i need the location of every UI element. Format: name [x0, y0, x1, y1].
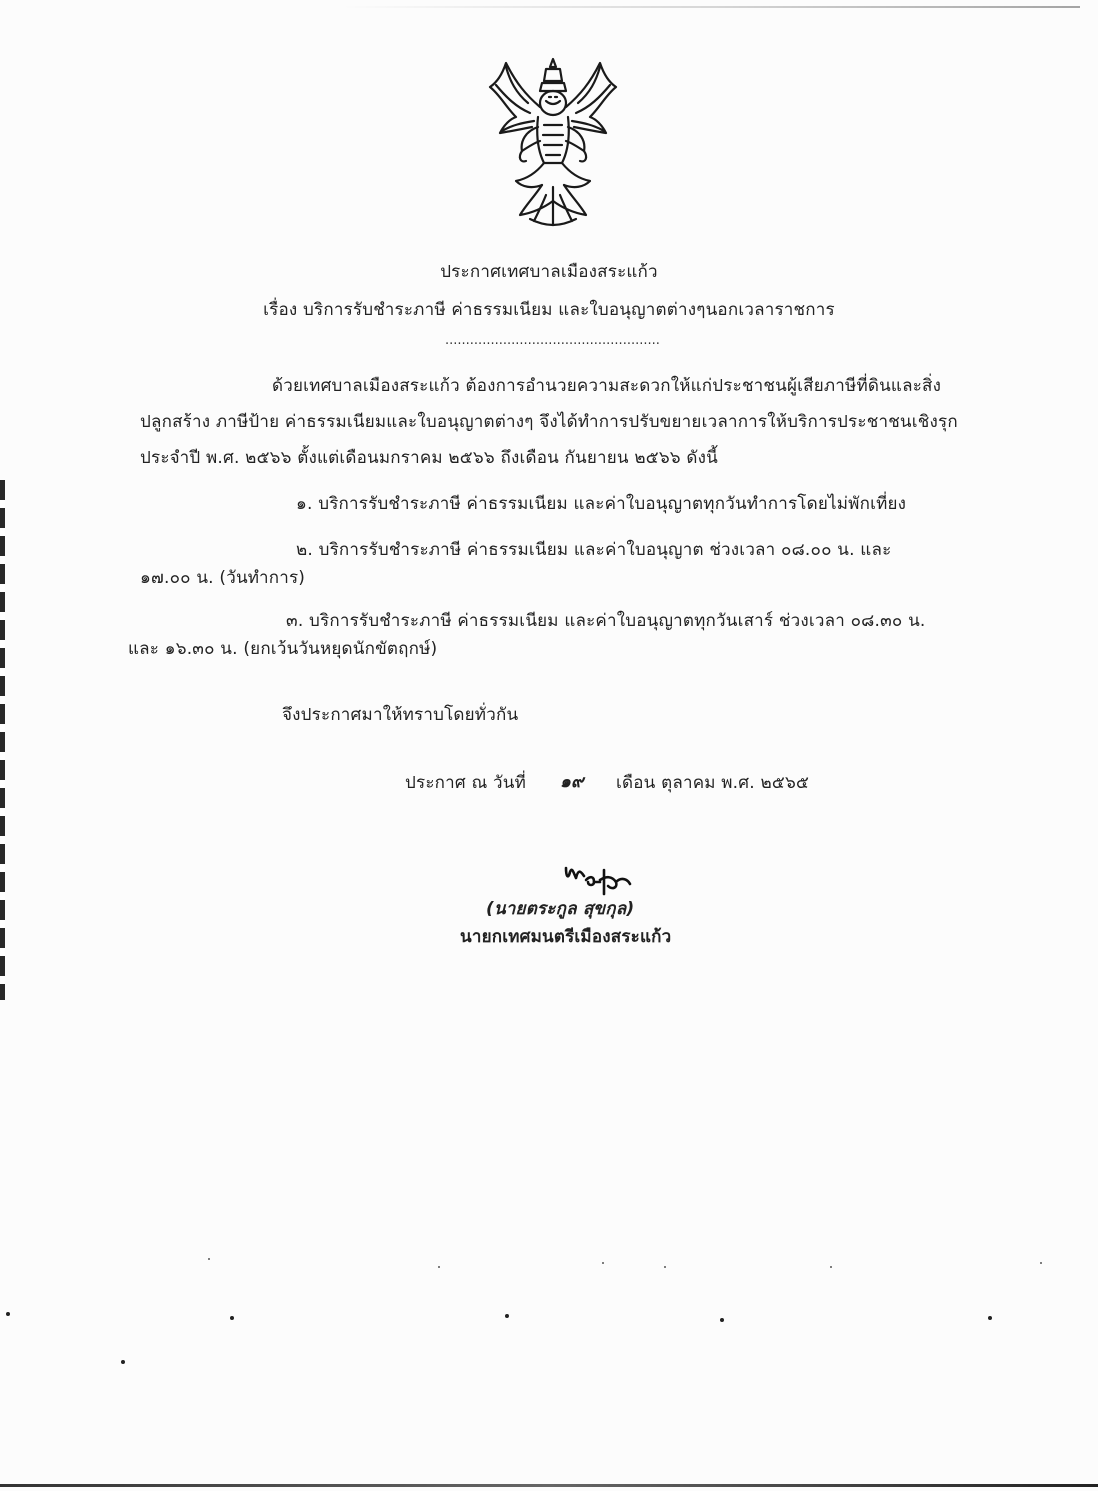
scan-speck: [121, 1360, 125, 1364]
service-item-3-line-1: ๓. บริการรับชำระภาษี ค่าธรรมเนียม และค่าใบอนุญาตทุกวันเสาร์ ช่วงเวลา ๐๘.๓๐ น.: [286, 611, 926, 631]
scan-bottom-artifact: [0, 1484, 1098, 1487]
scan-left-edge-artifact: [0, 480, 5, 1000]
service-item-2-line-1: ๒. บริการรับชำระภาษี ค่าธรรมเนียม และค่าใบอนุญาต ช่วงเวลา ๐๘.๐๐ น. และ: [296, 540, 892, 560]
scan-speck: [230, 1316, 234, 1320]
scan-speck: [988, 1316, 992, 1320]
date-day: ๑๙: [560, 772, 584, 792]
service-item-1: ๑. บริการรับชำระภาษี ค่าธรรมเนียม และค่าใบอนุญาตทุกวันทำการโดยไม่พักเที่ยง: [296, 494, 907, 514]
scan-speck: [1040, 1262, 1042, 1264]
date-prefix: ประกาศ ณ วันที่: [405, 773, 527, 793]
scan-speck: [720, 1318, 724, 1322]
signatory-name: (นายตระกูล สุขกุล): [486, 899, 635, 919]
scan-top-artifact: [340, 6, 1080, 8]
scan-speck: [208, 1258, 210, 1260]
intro-line-1: ด้วยเทศบาลเมืองสระแก้ว ต้องการอำนวยความสะดวกให้แก่ประชาชนผู้เสียภาษีที่ดินและสิ่ง: [272, 376, 942, 396]
scan-speck: [6, 1312, 10, 1316]
announcement-subject: เรื่อง บริการรับชำระภาษี ค่าธรรมเนียม และใบอนุญาตต่างๆนอกเวลาราชการ: [263, 300, 835, 320]
scan-speck: [505, 1314, 509, 1318]
date-month-year: เดือน ตุลาคม พ.ศ. ๒๕๖๕: [616, 773, 810, 793]
service-item-2-line-2: ๑๗.๐๐ น. (วันทำการ): [140, 568, 306, 588]
handwritten-signature-icon: [560, 858, 648, 902]
intro-line-2: ปลูกสร้าง ภาษีป้าย ค่าธรรมเนียมและใบอนุญาตต่างๆ จึงได้ทำการปรับขยายเวลาการให้บริการประชาชนเชิงรุก: [140, 412, 958, 432]
scan-speck: [664, 1266, 666, 1268]
closing-statement: จึงประกาศมาให้ทราบโดยทั่วกัน: [282, 705, 519, 725]
title-separator: ....................................................: [445, 333, 660, 348]
scan-speck: [602, 1262, 604, 1264]
service-item-3-line-2: และ ๑๖.๓๐ น. (ยกเว้นวันหยุดนักขัตฤกษ์): [128, 639, 438, 659]
scan-speck: [438, 1266, 440, 1268]
announcement-title: ประกาศเทศบาลเมืองสระแก้ว: [440, 262, 658, 282]
garuda-emblem-icon: [486, 55, 621, 230]
signatory-position: นายกเทศมนตรีเมืองสระแก้ว: [460, 927, 672, 947]
scan-speck: [830, 1266, 832, 1268]
intro-line-3: ประจำปี พ.ศ. ๒๕๖๖ ตั้งแต่เดือนมกราคม ๒๕๖๖ ถึงเดือน กันยายน ๒๕๖๖ ดังนี้: [140, 448, 718, 468]
